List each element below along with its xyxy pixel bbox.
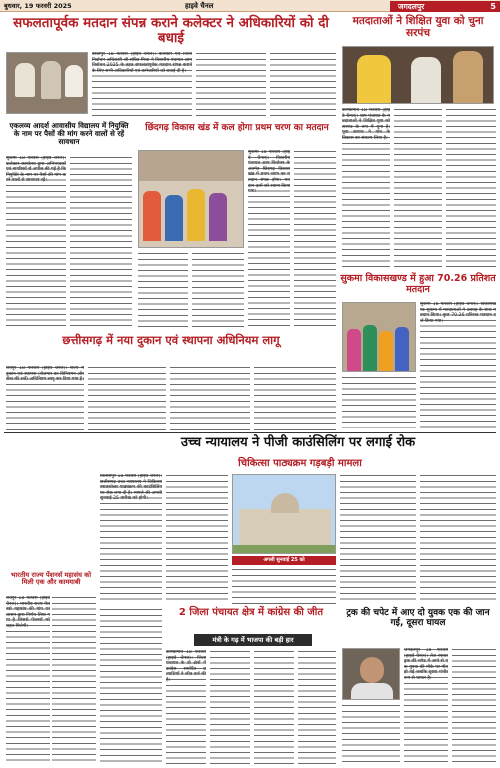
issue-date: बुधवार, 19 फरवरी 2025 xyxy=(4,2,72,10)
story-congress-col3 xyxy=(254,650,294,764)
story-voting-collector-col1: बीजापुर 18 फरवरी (हाइवे चैनल)। कलेक्टर एवं जिला निर्वाचन अधिकारी श्री संबित मिश्रा ने त्रिस्तरीय पंचायत आम निर्वाचन 2025 के तहत सफलतापूर्वक मतदान संपन्न कराने के लिए सभी अधिकारियों एवं कर्मचारियों को बधाई दी है। xyxy=(92,52,192,116)
story-truck-col3 xyxy=(342,704,400,764)
story-hostel-col2 xyxy=(70,156,132,328)
photo-accident-victim xyxy=(342,648,400,700)
story-chintagarh-col4 xyxy=(192,252,244,328)
photo-sarpanch xyxy=(342,46,494,104)
headline-chintagarh: छिंदगढ़ विकास खंड में कल होगा प्रथम चरण का मतदान xyxy=(145,123,329,133)
newspaper-brand: हाइवे चैनल xyxy=(185,2,214,10)
story-chintagarh-col1: सुकमा 18 फरवरी (हाइवे चैनल)। त्रिस्तरीय पंचायत आम निर्वाचन के अंतर्गत छिंदगढ़ विकासखंड में प्रथम चरण का मतदान संपन्न होगा। मतदान दलों को रवाना किया गया। xyxy=(248,150,290,328)
story-high-court-col2 xyxy=(166,474,228,604)
photo-caption-high-court: अगली सुनवाई 25 को xyxy=(232,556,336,565)
headline-sarpanch: मतदाताओं ने शिक्षित युवा को चुना सरपंच xyxy=(352,15,484,39)
story-voting-collector-col2 xyxy=(196,52,266,116)
story-chintagarh-col2 xyxy=(294,150,336,328)
story-congress-col2 xyxy=(210,650,250,764)
story-congress-col1: कोण्डागांव 18 फरवरी (हाइवे चैनल)। जिला पंचायत के दो क्षेत्रों में कांग्रेस समर्थित प्रत्याशियों ने जीत दर्ज की है। xyxy=(166,650,206,764)
city-edition-label xyxy=(390,1,500,12)
story-new-shop-col1: रायपुर 18 फरवरी (हाइवे चैनल)। राज्य में दुकान एवं स्थापना (रोजगार का विनियमन और सेवा की शर्तें) अधिनियम लागू कर दिया गया है। xyxy=(6,366,84,430)
headline-hostel: एकलव्य आदर्श आवासीय विद्यालय में नियुक्ति के नाम पर पैसों की मांग करने वालों से रहें सावधान xyxy=(9,121,129,147)
story-pensioners-col3 xyxy=(100,608,162,764)
story-sarpanch-col3 xyxy=(446,108,496,270)
headline-high-court: उच्च न्यायालय ने पीजी काउंसिलिंग पर लगाई रोक xyxy=(180,435,416,450)
subheadline-high-court: चिकित्सा पाठ्यक्रम गड़बड़ी मामला xyxy=(238,458,362,469)
section-divider xyxy=(4,432,496,433)
page-number: 5 xyxy=(490,2,496,11)
city-name: जगदलपुर xyxy=(398,2,425,11)
story-congress-col4 xyxy=(298,650,336,764)
photo-high-court-building xyxy=(232,474,336,554)
story-truck-col2 xyxy=(452,648,496,764)
photo-sukma-voters xyxy=(342,302,416,372)
story-hostel-col1: सुकमा 18 फरवरी (हाइवे चैनल)। कलेक्टर कार्यालय द्वारा अभिभावकों एवं नागरिकों से अपील की गई है कि नियुक्ति के नाम पर पैसों की मांग करने वालों से सावधान रहें। xyxy=(6,156,66,328)
story-high-court-col3 xyxy=(232,568,336,604)
headline-pensioners: भारतीय राज्य पेंशनर्स महासंघ को मिली एक और कामयाबी xyxy=(10,571,92,587)
story-new-shop-col3 xyxy=(170,366,250,430)
headline-voting-collector: सफलतापूर्वक मतदान संपन्न कराने कलेक्टर ने अधिकारियों को दी बधाई xyxy=(13,15,329,47)
story-pensioners-col2 xyxy=(52,596,96,764)
subheadline-congress: मंत्री के गढ़ में भाजपा की बड़ी हार xyxy=(194,634,312,646)
story-truck-col1: जगदलपुर 18 फरवरी (हाइवे चैनल)। तेज रफ्तार ट्रक की चपेट में आने से एक युवक की मौके पर मौत हो गई जबकि दूसरा गंभीर रूप से घायल है। xyxy=(404,648,448,764)
photo-polling-party xyxy=(138,150,244,248)
story-sarpanch-col1: कोण्डागांव 18 फरवरी (हाइवे चैनल)। ग्राम पंचायत के मतदाताओं ने शिक्षित युवा को सरपंच के रूप में चुना है। युवा सरपंच ने गांव के विकास का संकल्प लिया है। xyxy=(342,108,390,270)
story-new-shop-col4 xyxy=(254,366,336,430)
story-pensioners-col1: रायपुर 18 फरवरी (हाइवे चैनल)। भारतीय राज्य पेंशनर्स महासंघ की मांग पर शासन द्वारा निर्णय लिया गया है जिससे पेंशनरों को राहत मिलेगी। xyxy=(6,596,50,764)
headline-congress: 2 जिला पंचायत क्षेत्र में कांग्रेस की जीत xyxy=(178,607,324,618)
headline-truck-accident: ट्रक की चपेट में आए दो युवक एक की जान गई, दूसरा घायल xyxy=(346,608,490,629)
story-sukma-percent-col1: सुकमा 18 फरवरी (हाइवे चैनल)। विकासखण्ड सुकमा में मतदाताओं ने उत्साह के साथ मतदान किया। कुल 70.26 प्रतिशत मतदान दर्ज किया गया। xyxy=(420,302,496,428)
story-sarpanch-col2 xyxy=(394,108,442,270)
story-sukma-percent-col2 xyxy=(342,376,416,428)
story-new-shop-col2 xyxy=(88,366,166,430)
story-high-court-col1: बिलासपुर 18 फरवरी (हाइवे चैनल)। छत्तीसगढ़ उच्च न्यायालय ने चिकित्सा स्नातकोत्तर पाठ्यक्रम की काउंसिलिंग पर रोक लगा दी है। मामले की अगली सुनवाई 25 तारीख को होगी। xyxy=(100,474,162,604)
story-voting-collector-col3 xyxy=(270,52,336,116)
headline-new-shop: छत्तीसगढ़ में नया दुकान एवं स्थापना अधिनियम लागू xyxy=(62,333,280,347)
photo-officials xyxy=(6,52,88,114)
headline-sukma-percent: सुकमा विकासखण्ड में हुआ 70.26 प्रतिशत मतदान xyxy=(340,273,496,295)
story-chintagarh-col3 xyxy=(138,252,188,328)
story-high-court-col5 xyxy=(420,474,496,604)
story-high-court-col4 xyxy=(340,474,416,604)
